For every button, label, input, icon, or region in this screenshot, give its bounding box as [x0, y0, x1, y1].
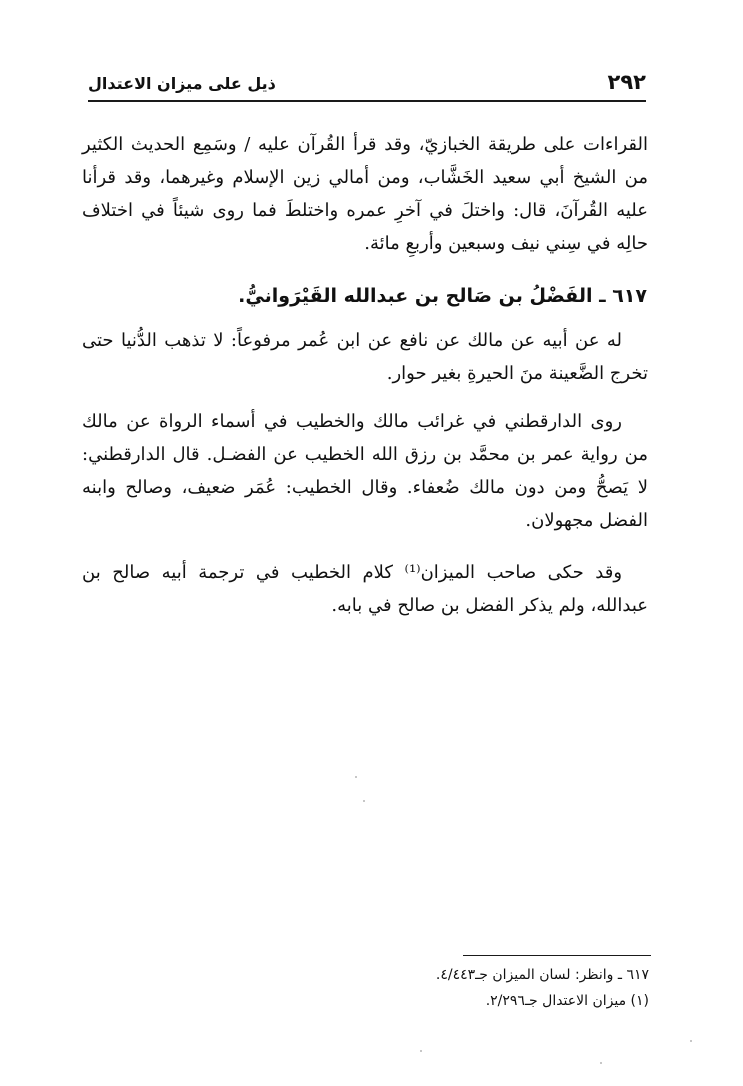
- paragraph-narration: له عن أبيه عن مالك عن نافع عن ابن عُمر مرفوعاً: لا تذهب الدُّنيا حتى تخرج الضَّعينة منَ الحيرةِ بغير حوار.: [82, 330, 648, 384]
- footnote-divider: [463, 955, 651, 956]
- paragraph-transmission: روى الدارقطني في غرائب مالك والخطيب في أسماء الرواة عن مالك من رواية عمر بن محمَّد بن رزق الله الخطيب عن الفضـل. قال الدارقطني: لا يَصحُّ ومن دون مالك ضُعفاء. وقال الخطيب: عُمَر ضعيف، وصالح وابنه الفضل مجهولان.: [82, 411, 648, 531]
- paragraph-continuation: القراءات على طريقة الخبازيّ، وقد قرأ القُرآن عليه / وسَمِع الحديث الكثير من الشيخ أبي سعيد الخَشَّاب، ومن أمالي زين الإسلام وغيرهما، وقد قرأنا عليه القُرآنَ، قال: واختلَ في آخرِ عمره واختلطَ فما روى شيئاً في اختلاف حالِه في سِني نيف وسبعين وأربعِ مائة.: [82, 134, 648, 254]
- running-title: ذيل على ميزان الاعتدال: [88, 74, 276, 93]
- paragraph-remark: وقد حكى صاحب الميزان⁽¹⁾ كلام الخطيب في ترجمة أبيه صالح بن عبدالله، ولم يذكر الفضل بن صالح في بابه.: [82, 562, 648, 616]
- footnote-entry: ٦١٧ ـ وانظر: لسان الميزان جـ٤/٤٤٣.: [435, 967, 649, 983]
- scan-speck: [420, 1050, 422, 1052]
- scan-speck: [690, 1040, 692, 1042]
- footnote-entry: (١) ميزان الاعتدال جـ٢/٢٩٦.: [485, 993, 649, 1009]
- scan-speck: [600, 1062, 602, 1064]
- footnotes: [329, 962, 649, 1014]
- scan-speck: [355, 776, 357, 778]
- scan-speck: [363, 800, 365, 802]
- page-header: [88, 66, 646, 102]
- page-number: ٢٩٢: [607, 70, 646, 94]
- entry-heading: ٦١٧ ـ الفَضْلُ بن صَالح بن عبدالله القَيْرَوانيُّ.: [238, 285, 647, 307]
